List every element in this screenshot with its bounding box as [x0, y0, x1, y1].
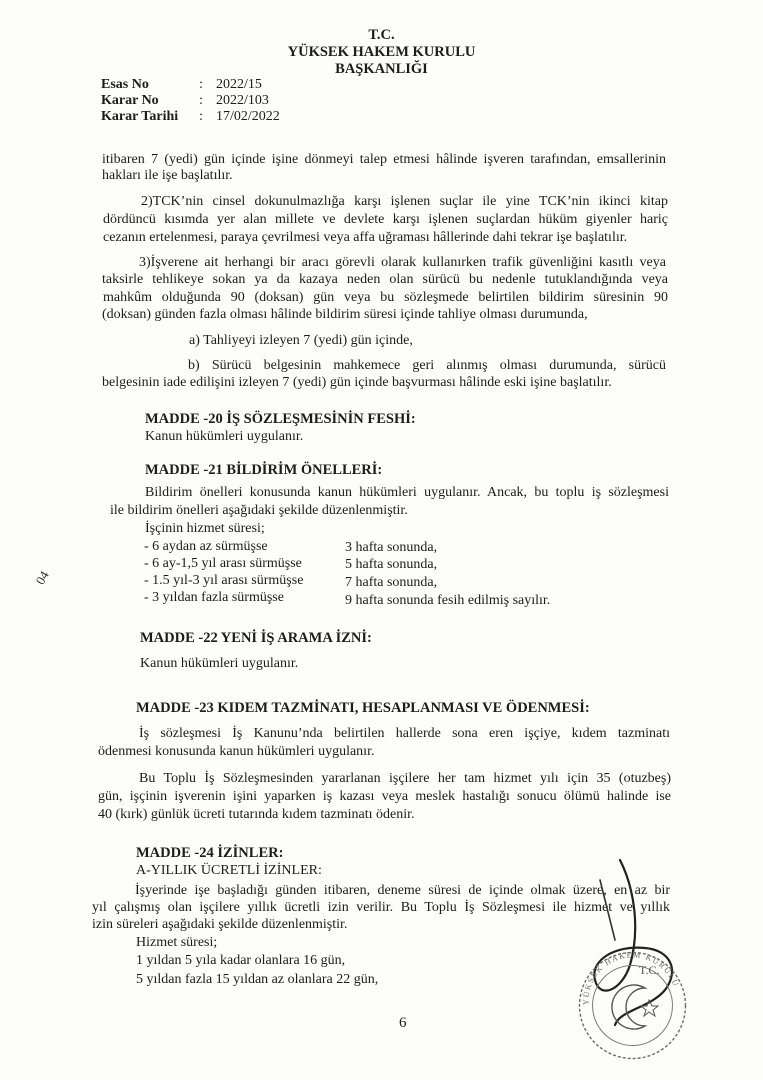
p3b-line2: belgesinin iade edilişini izleyen 7 (yedi) gün içinde başvurması hâlinde eski işine başlatılır. — [102, 375, 612, 390]
page-number: 6 — [399, 1015, 407, 1031]
madde-24-subtitle: A-YILLIK ÜCRETLİ İZİNLER: — [136, 863, 322, 878]
tarih-value: 17/02/2022 — [216, 109, 280, 124]
madde-23-p2-line3: 40 (kırk) günlük ücreti tutarında kıdem tazminatı ödenir. — [98, 807, 415, 822]
madde-24-title: MADDE -24 İZİNLER: — [136, 845, 284, 861]
header-tc: T.C. — [368, 27, 395, 43]
seal-text-top: T.C. — [639, 963, 660, 977]
p3-line4: (doksan) günden fazla olması hâlinde bildirim süresi içinde tahliye olması durumunda, — [102, 307, 588, 322]
tarih-label: Karar Tarihi — [101, 109, 179, 124]
madde-20-title: MADDE -20 İŞ SÖZLEŞMESİNİN FESHİ: — [145, 411, 416, 427]
esas-label: Esas No — [101, 77, 149, 92]
madde-21-line2: ile bildirim önelleri aşağıdaki şekilde düzenlenmiştir. — [110, 503, 408, 518]
madde-22-title: MADDE -22 YENİ İŞ ARAMA İZNİ: — [140, 630, 372, 646]
madde-23-p1-line1: İş sözleşmesi İş Kanunu’nda belirtilen hallerde sona eren işçiye, kıdem tazminatı — [139, 726, 670, 741]
p2-line3: cezanın ertelenmesi, paraya çevrilmesi veya affa uğraması hâllerinde dahi tekrar işe başlatılır. — [103, 230, 628, 245]
p2-line2: dördüncü kısımda yer alan millete ve devlete karşı işlenen suçlardan hüküm giyenler hariç — [103, 212, 668, 227]
notice-period-1: - 6 aydan az sürmüşse — [144, 539, 268, 554]
p3-line3: mahkûm olduğunda 90 (doksan) gün veya bu sözleşmede belirtilen bildirim süresinin 90 — [103, 290, 668, 305]
p3a: a) Tahliyeyi izleyen 7 (yedi) gün içinde, — [189, 333, 413, 348]
esas-colon: : — [199, 77, 203, 92]
notice-period-4: - 3 yıldan fazla sürmüşse — [144, 590, 284, 605]
official-seal — [575, 948, 690, 1063]
esas-value: 2022/15 — [216, 77, 262, 92]
madde-23-p2-line1: Bu Toplu İş Sözleşmesinden yararlanan işçilere her tam hizmet yılı için 35 (otuzbeş) — [139, 771, 671, 786]
madde-20-text: Kanun hükümleri uygulanır. — [145, 429, 304, 444]
madde-21-intro: İşçinin hizmet süresi; — [145, 521, 265, 536]
madde-24-line1: İşyerinde işe başladığı günden itibaren, deneme süresi de içinde olmak üzere, en az bir — [135, 883, 670, 898]
margin-handwritten-mark: 04 — [32, 568, 52, 588]
seal-ring-text: YÜKSEK HAKEM KURULU — [581, 950, 681, 1006]
notice-time-1: 3 hafta sonunda, — [345, 540, 438, 555]
tarih-colon: : — [199, 109, 203, 124]
madde-21-title: MADDE -21 BİLDİRİM ÖNELLERİ: — [145, 462, 383, 478]
p3-line1: 3)İşverene ait herhangi bir aracı görevli olarak kullanırken trafik güvenliğini kasıtlı veya — [139, 255, 666, 270]
notice-time-3: 7 hafta sonunda, — [345, 575, 438, 590]
madde-24-hizmet: Hizmet süresi; — [136, 935, 218, 950]
p2-line1: 2)TCK’nin cinsel dokunulmazlığa karşı işlenen suçlar ile yine TCK’nin ikinci kitap — [141, 194, 668, 209]
madde-23-p1-line2: ödenmesi konusunda kanun hükümleri uygulanır. — [98, 744, 375, 759]
p1-line1: itibaren 7 (yedi) gün içinde işine dönmeyi talep etmesi hâlinde işveren tarafından, emsallerinin — [102, 152, 666, 167]
madde-22-text: Kanun hükümleri uygulanır. — [140, 656, 299, 671]
svg-text:YÜKSEK HAKEM KURULU — [581, 950, 680, 1005]
madde-21-line1: Bildirim önelleri konusunda kanun hükümleri uygulanır. Ancak, bu toplu iş sözleşmesi — [145, 485, 669, 500]
header-institution: YÜKSEK HAKEM KURULU — [287, 44, 476, 60]
notice-time-2: 5 hafta sonunda, — [345, 557, 438, 572]
madde-23-title: MADDE -23 KIDEM TAZMİNATI, HESAPLANMASI VE ÖDENMESİ: — [136, 700, 590, 716]
notice-period-3: - 1.5 yıl-3 yıl arası sürmüşse — [144, 573, 304, 588]
madde-24-item1: 1 yıldan 5 yıla kadar olanlara 16 gün, — [136, 953, 346, 968]
karar-colon: : — [199, 93, 203, 108]
karar-label: Karar No — [101, 93, 159, 108]
header-department: BAŞKANLIĞI — [335, 61, 428, 77]
madde-24-line2: yıl çalışmış olan işçilere yıllık ücretli izin verilir. Bu Toplu İş Sözleşmesi ile hizmet ve yıllık — [92, 900, 670, 915]
p3-line2: taksirle tehlikeye sokan ya da kazaya neden olan sürücü bu nedenle tutuklandığında veya — [102, 272, 668, 287]
madde-24-line3: izin süreleri aşağıdaki şekilde düzenlenmiştir. — [92, 917, 348, 932]
notice-period-2: - 6 ay-1,5 yıl arası sürmüşse — [144, 556, 302, 571]
madde-23-p2-line2: gün, işçinin işverenin işini yaparken iş kazası veya meslek hastalığı sonucu ölümü halinde ise — [98, 789, 671, 804]
karar-value: 2022/103 — [216, 93, 269, 108]
notice-time-4: 9 hafta sonunda fesih edilmiş sayılır. — [345, 593, 551, 608]
p1-line2: hakları ile işe başlatılır. — [102, 168, 233, 183]
madde-24-item2: 5 yıldan fazla 15 yıldan az olanlara 22 gün, — [136, 972, 379, 987]
p3b-line1: b) Sürücü belgesinin mahkemece geri alınmış olması durumunda, sürücü — [188, 358, 666, 373]
